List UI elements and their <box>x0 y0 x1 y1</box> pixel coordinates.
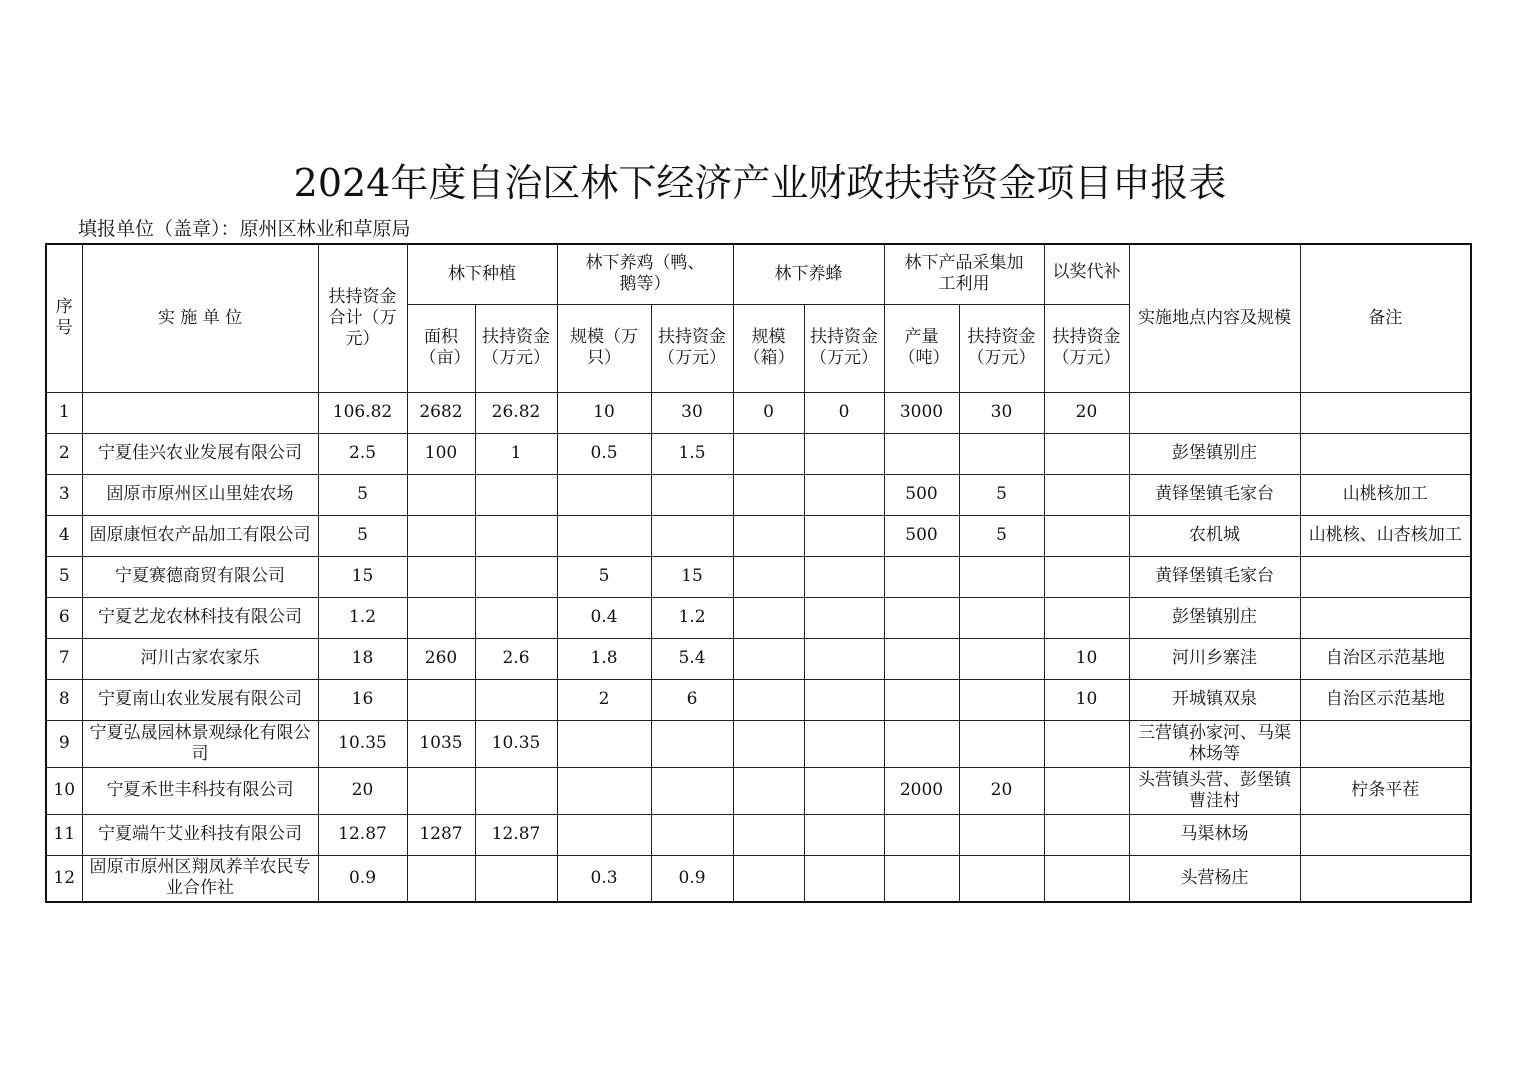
row-bee-scale: 0 <box>733 392 804 433</box>
row-total: 12.87 <box>318 814 407 855</box>
row-total: 18 <box>318 638 407 679</box>
row-seq: 7 <box>46 638 82 679</box>
row-collect-fund <box>959 814 1044 855</box>
row-chicken-fund <box>651 515 733 556</box>
header-area: 面积（亩） <box>407 304 475 392</box>
row-bee-scale <box>733 433 804 474</box>
row-unit <box>82 392 318 433</box>
row-area <box>407 556 475 597</box>
row-collect-fund <box>959 638 1044 679</box>
row-total: 15 <box>318 556 407 597</box>
row-remark <box>1300 597 1471 638</box>
row-chicken-fund <box>651 474 733 515</box>
row-unit: 宁夏禾世丰科技有限公司 <box>82 767 318 814</box>
row-collect-fund <box>959 556 1044 597</box>
row-bee-fund <box>804 767 884 814</box>
row-chicken-fund: 1.2 <box>651 597 733 638</box>
row-bee-scale <box>733 814 804 855</box>
row-bee-fund <box>804 855 884 902</box>
row-chicken-fund: 15 <box>651 556 733 597</box>
row-plant-fund: 2.6 <box>475 638 557 679</box>
row-output <box>884 638 959 679</box>
row-output <box>884 855 959 902</box>
row-area <box>407 679 475 720</box>
row-plant-fund <box>475 679 557 720</box>
row-unit: 宁夏佳兴农业发展有限公司 <box>82 433 318 474</box>
row-collect-fund: 30 <box>959 392 1044 433</box>
header-remark: 备注 <box>1300 244 1471 392</box>
row-chicken-scale <box>557 720 651 767</box>
row-collect-fund <box>959 720 1044 767</box>
table-row <box>46 515 1471 556</box>
row-location: 头营杨庄 <box>1129 855 1300 902</box>
row-area: 260 <box>407 638 475 679</box>
header-output: 产量（吨） <box>884 304 959 392</box>
row-chicken-scale: 1.8 <box>557 638 651 679</box>
row-remark <box>1300 556 1471 597</box>
row-bee-fund <box>804 556 884 597</box>
row-bee-fund: 0 <box>804 392 884 433</box>
row-bee-scale <box>733 679 804 720</box>
row-location: 彭堡镇别庄 <box>1129 597 1300 638</box>
row-chicken-scale: 0.3 <box>557 855 651 902</box>
header-total: 扶持资金合计（万元） <box>318 244 407 392</box>
row-plant-fund <box>475 597 557 638</box>
table-row <box>46 638 1471 679</box>
row-plant-fund <box>475 556 557 597</box>
row-bee-fund <box>804 679 884 720</box>
row-area <box>407 597 475 638</box>
row-location <box>1129 392 1300 433</box>
row-bee-fund <box>804 474 884 515</box>
row-seq: 8 <box>46 679 82 720</box>
table-row <box>46 767 1471 814</box>
row-remark <box>1300 720 1471 767</box>
row-chicken-fund: 5.4 <box>651 638 733 679</box>
row-area <box>407 767 475 814</box>
row-chicken-fund <box>651 814 733 855</box>
row-output: 500 <box>884 474 959 515</box>
row-location: 黄铎堡镇毛家台 <box>1129 474 1300 515</box>
row-award-fund <box>1044 855 1129 902</box>
row-output <box>884 814 959 855</box>
header-award: 以奖代补 <box>1044 244 1129 304</box>
row-area <box>407 515 475 556</box>
row-location: 马渠林场 <box>1129 814 1300 855</box>
row-remark: 柠条平茬 <box>1300 767 1471 814</box>
row-bee-scale <box>733 767 804 814</box>
row-award-fund <box>1044 556 1129 597</box>
row-unit: 固原康恒农产品加工有限公司 <box>82 515 318 556</box>
row-unit: 固原市原州区翔凤养羊农民专业合作社 <box>82 855 318 902</box>
table-row <box>46 679 1471 720</box>
row-plant-fund <box>475 515 557 556</box>
row-collect-fund <box>959 597 1044 638</box>
row-chicken-scale: 2 <box>557 679 651 720</box>
row-location: 三营镇孙家河、马渠林场等 <box>1129 720 1300 767</box>
row-unit: 宁夏赛德商贸有限公司 <box>82 556 318 597</box>
row-total: 10.35 <box>318 720 407 767</box>
row-location: 河川乡寨洼 <box>1129 638 1300 679</box>
row-award-fund <box>1044 814 1129 855</box>
row-area: 1287 <box>407 814 475 855</box>
row-output: 500 <box>884 515 959 556</box>
row-area <box>407 855 475 902</box>
row-bee-fund <box>804 597 884 638</box>
row-total: 106.82 <box>318 392 407 433</box>
row-collect-fund <box>959 679 1044 720</box>
row-seq: 3 <box>46 474 82 515</box>
row-bee-fund <box>804 814 884 855</box>
row-chicken-scale <box>557 515 651 556</box>
row-award-fund <box>1044 474 1129 515</box>
row-total: 5 <box>318 515 407 556</box>
row-remark: 山桃核加工 <box>1300 474 1471 515</box>
row-seq: 2 <box>46 433 82 474</box>
table-row <box>46 433 1471 474</box>
row-plant-fund: 26.82 <box>475 392 557 433</box>
row-seq: 6 <box>46 597 82 638</box>
row-bee-scale <box>733 638 804 679</box>
row-chicken-scale <box>557 814 651 855</box>
row-location: 头营镇头营、彭堡镇曹洼村 <box>1129 767 1300 814</box>
header-seq: 序号 <box>46 244 82 392</box>
row-location: 开城镇双泉 <box>1129 679 1300 720</box>
row-output <box>884 597 959 638</box>
row-award-fund <box>1044 515 1129 556</box>
row-total: 20 <box>318 767 407 814</box>
row-plant-fund <box>475 767 557 814</box>
row-collect-fund: 5 <box>959 515 1044 556</box>
table-row <box>46 556 1471 597</box>
row-remark <box>1300 814 1471 855</box>
row-collect-fund <box>959 433 1044 474</box>
row-bee-scale <box>733 720 804 767</box>
row-remark: 自治区示范基地 <box>1300 679 1471 720</box>
row-output <box>884 556 959 597</box>
row-bee-fund <box>804 720 884 767</box>
row-award-fund <box>1044 720 1129 767</box>
row-unit: 宁夏艺龙农林科技有限公司 <box>82 597 318 638</box>
row-area <box>407 474 475 515</box>
header-planting: 林下种植 <box>407 244 557 304</box>
row-award-fund: 10 <box>1044 638 1129 679</box>
row-total: 2.5 <box>318 433 407 474</box>
row-unit: 宁夏弘晟园林景观绿化有限公司 <box>82 720 318 767</box>
row-remark <box>1300 433 1471 474</box>
table-row <box>46 855 1471 902</box>
row-seq: 1 <box>46 392 82 433</box>
row-chicken-fund <box>651 767 733 814</box>
header-location: 实施地点内容及规模 <box>1129 244 1300 392</box>
header-award-fund: 扶持资金（万元） <box>1044 304 1129 392</box>
row-location: 彭堡镇别庄 <box>1129 433 1300 474</box>
row-output: 2000 <box>884 767 959 814</box>
row-total: 16 <box>318 679 407 720</box>
row-collect-fund: 20 <box>959 767 1044 814</box>
row-award-fund <box>1044 597 1129 638</box>
row-chicken-fund: 1.5 <box>651 433 733 474</box>
row-plant-fund <box>475 474 557 515</box>
row-unit: 宁夏端午艾业科技有限公司 <box>82 814 318 855</box>
row-unit: 固原市原州区山里娃农场 <box>82 474 318 515</box>
row-total: 0.9 <box>318 855 407 902</box>
table-row <box>46 814 1471 855</box>
row-chicken-scale: 5 <box>557 556 651 597</box>
row-chicken-fund: 30 <box>651 392 733 433</box>
row-chicken-scale <box>557 767 651 814</box>
row-bee-scale <box>733 474 804 515</box>
row-plant-fund: 12.87 <box>475 814 557 855</box>
header-plant-fund: 扶持资金（万元） <box>475 304 557 392</box>
row-bee-scale <box>733 515 804 556</box>
row-collect-fund: 5 <box>959 474 1044 515</box>
header-collect-fund: 扶持资金（万元） <box>959 304 1044 392</box>
row-chicken-fund <box>651 720 733 767</box>
row-area: 1035 <box>407 720 475 767</box>
row-chicken-scale <box>557 474 651 515</box>
table-row <box>46 720 1471 767</box>
header-chicken: 林下养鸡（鸭、鹅等） <box>557 244 733 304</box>
row-bee-fund <box>804 638 884 679</box>
row-remark: 自治区示范基地 <box>1300 638 1471 679</box>
row-remark <box>1300 855 1471 902</box>
row-chicken-fund: 0.9 <box>651 855 733 902</box>
row-output <box>884 433 959 474</box>
row-seq: 5 <box>46 556 82 597</box>
header-row-1 <box>46 244 1471 304</box>
row-total: 1.2 <box>318 597 407 638</box>
row-award-fund <box>1044 767 1129 814</box>
header-bee-fund: 扶持资金（万元） <box>804 304 884 392</box>
header-chicken-fund: 扶持资金（万元） <box>651 304 733 392</box>
row-output <box>884 720 959 767</box>
row-bee-fund <box>804 433 884 474</box>
row-plant-fund <box>475 855 557 902</box>
row-award-fund: 20 <box>1044 392 1129 433</box>
header-collect: 林下产品采集加工利用 <box>884 244 1044 304</box>
row-award-fund: 10 <box>1044 679 1129 720</box>
table-row <box>46 597 1471 638</box>
header-unit: 实 施 单 位 <box>82 244 318 392</box>
row-seq: 4 <box>46 515 82 556</box>
row-chicken-scale: 10 <box>557 392 651 433</box>
row-chicken-scale: 0.5 <box>557 433 651 474</box>
row-bee-scale <box>733 597 804 638</box>
row-area: 2682 <box>407 392 475 433</box>
row-remark <box>1300 392 1471 433</box>
row-bee-fund <box>804 515 884 556</box>
row-chicken-fund: 6 <box>651 679 733 720</box>
row-seq: 12 <box>46 855 82 902</box>
row-output <box>884 679 959 720</box>
row-location: 农机城 <box>1129 515 1300 556</box>
row-remark: 山桃核、山杏核加工 <box>1300 515 1471 556</box>
row-award-fund <box>1044 433 1129 474</box>
row-total: 5 <box>318 474 407 515</box>
row-bee-scale <box>733 855 804 902</box>
row-unit: 宁夏南山农业发展有限公司 <box>82 679 318 720</box>
row-bee-scale <box>733 556 804 597</box>
header-chicken-scale: 规模（万只） <box>557 304 651 392</box>
header-bee-scale: 规模（箱） <box>733 304 804 392</box>
row-seq: 11 <box>46 814 82 855</box>
table-row <box>46 474 1471 515</box>
row-unit: 河川古家农家乐 <box>82 638 318 679</box>
document-title: 2024年度自治区林下经济产业财政扶持资金项目申报表 <box>293 161 1227 205</box>
table-row <box>46 392 1471 433</box>
row-seq: 10 <box>46 767 82 814</box>
row-location: 黄铎堡镇毛家台 <box>1129 556 1300 597</box>
reporting-unit-label: 填报单位（盖章）：原州区林业和草原局 <box>78 218 411 240</box>
row-seq: 9 <box>46 720 82 767</box>
row-output: 3000 <box>884 392 959 433</box>
row-plant-fund: 1 <box>475 433 557 474</box>
header-bee: 林下养蜂 <box>733 244 884 304</box>
row-chicken-scale: 0.4 <box>557 597 651 638</box>
row-plant-fund: 10.35 <box>475 720 557 767</box>
row-collect-fund <box>959 855 1044 902</box>
row-area: 100 <box>407 433 475 474</box>
application-table <box>45 243 1472 903</box>
